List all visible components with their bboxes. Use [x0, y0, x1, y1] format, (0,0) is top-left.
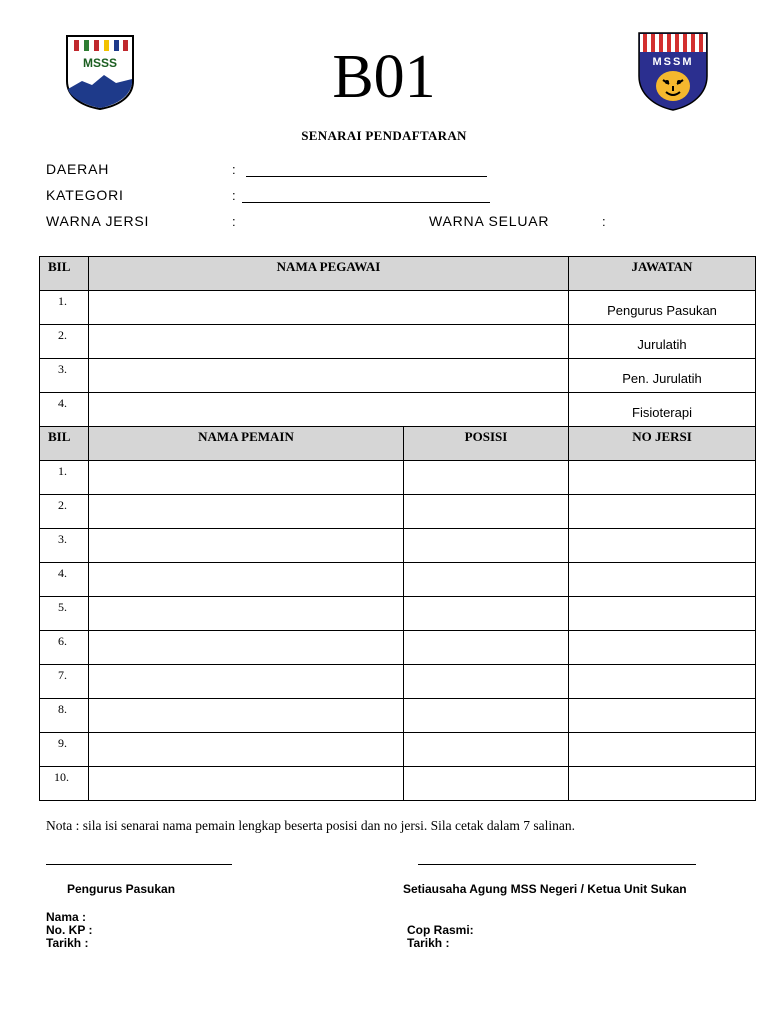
table-row	[40, 495, 756, 529]
left-signatory-fields	[46, 911, 92, 950]
players-header-posisi: POSISI	[404, 427, 569, 461]
kategori-colon: :	[232, 188, 236, 203]
warna-seluar-label: WARNA SELUAR	[429, 213, 550, 229]
player-jersey-cell[interactable]	[569, 529, 756, 563]
table-row	[40, 529, 756, 563]
players-header-nama: NAMA PEMAIN	[89, 427, 404, 461]
officials-table	[39, 256, 756, 427]
no-kp-label: No. KP :	[46, 923, 93, 937]
player-position-cell[interactable]	[404, 733, 569, 767]
warna-seluar-colon: :	[602, 214, 606, 229]
official-name-cell[interactable]	[89, 325, 569, 359]
right-signature-line[interactable]	[418, 864, 696, 865]
daerah-input-line[interactable]	[246, 176, 487, 177]
warna-jersi-label: WARNA JERSI	[46, 213, 150, 229]
kategori-label: KATEGORI	[46, 187, 124, 203]
player-jersey-cell[interactable]	[569, 631, 756, 665]
players-header-bil: BIL	[40, 427, 89, 461]
daerah-label: DAERAH	[46, 161, 110, 177]
official-role-cell: Pengurus Pasukan	[569, 291, 756, 325]
players-table	[39, 426, 756, 801]
table-row	[40, 563, 756, 597]
row-number: 10.	[40, 767, 89, 801]
left-signatory-title: Pengurus Pasukan	[67, 882, 176, 896]
table-row	[40, 631, 756, 665]
row-number: 6.	[40, 631, 89, 665]
left-signature-line[interactable]	[46, 864, 232, 865]
player-position-cell[interactable]	[404, 767, 569, 801]
table-row	[40, 461, 756, 495]
official-role-cell: Fisioterapi	[569, 393, 756, 427]
player-name-cell[interactable]	[89, 767, 404, 801]
official-name-cell[interactable]	[89, 393, 569, 427]
row-number: 8.	[40, 699, 89, 733]
player-name-cell[interactable]	[89, 597, 404, 631]
player-position-cell[interactable]	[404, 563, 569, 597]
officials-header-nama: NAMA PEGAWAI	[89, 257, 569, 291]
row-number: 4.	[40, 393, 89, 427]
player-name-cell[interactable]	[89, 529, 404, 563]
table-row	[40, 665, 756, 699]
player-position-cell[interactable]	[404, 461, 569, 495]
player-jersey-cell[interactable]	[569, 461, 756, 495]
officials-header-jawatan: JAWATAN	[569, 257, 756, 291]
player-name-cell[interactable]	[89, 495, 404, 529]
row-number: 3.	[40, 529, 89, 563]
player-name-cell[interactable]	[89, 733, 404, 767]
official-role-cell: Jurulatih	[569, 325, 756, 359]
player-name-cell[interactable]	[89, 699, 404, 733]
row-number: 5.	[40, 597, 89, 631]
table-row	[40, 597, 756, 631]
row-number: 3.	[40, 359, 89, 393]
player-jersey-cell[interactable]	[569, 699, 756, 733]
player-jersey-cell[interactable]	[569, 733, 756, 767]
tarikh-label: Tarikh :	[46, 936, 89, 950]
table-row	[40, 359, 756, 393]
player-position-cell[interactable]	[404, 699, 569, 733]
player-jersey-cell[interactable]	[569, 597, 756, 631]
officials-header-bil: BIL	[40, 257, 89, 291]
note-text: Nota : sila isi senarai nama pemain lengkap beserta posisi dan no jersi. Sila cetak dalam 7 salinan.	[46, 818, 575, 833]
player-jersey-cell[interactable]	[569, 495, 756, 529]
official-role-cell: Pen. Jurulatih	[569, 359, 756, 393]
svg-text:MSSS: MSSS	[82, 56, 118, 70]
table-row	[40, 325, 756, 359]
right-signatory-title: Setiausaha Agung MSS Negeri / Ketua Unit Sukan	[403, 882, 687, 896]
player-jersey-cell[interactable]	[569, 665, 756, 699]
player-position-cell[interactable]	[404, 631, 569, 665]
table-row	[40, 699, 756, 733]
players-header-no-jersi: NO JERSI	[569, 427, 756, 461]
official-name-cell[interactable]	[89, 291, 569, 325]
cop-rasmi-label: Cop Rasmi:	[407, 923, 474, 937]
right-signatory-fields	[407, 924, 474, 950]
player-jersey-cell[interactable]	[569, 767, 756, 801]
player-position-cell[interactable]	[404, 495, 569, 529]
page-title: SENARAI PENDAFTARAN	[301, 128, 467, 143]
row-number: 1.	[40, 461, 89, 495]
table-row	[40, 291, 756, 325]
table-row	[40, 393, 756, 427]
player-position-cell[interactable]	[404, 597, 569, 631]
table-row	[40, 733, 756, 767]
row-number: 4.	[40, 563, 89, 597]
player-name-cell[interactable]	[89, 461, 404, 495]
player-jersey-cell[interactable]	[569, 563, 756, 597]
tarikh-label: Tarikh :	[407, 936, 450, 950]
row-number: 2.	[40, 325, 89, 359]
row-number: 1.	[40, 291, 89, 325]
player-position-cell[interactable]	[404, 665, 569, 699]
nama-label: Nama :	[46, 910, 87, 924]
row-number: 7.	[40, 665, 89, 699]
row-number: 9.	[40, 733, 89, 767]
table-row	[40, 767, 756, 801]
row-number: 2.	[40, 495, 89, 529]
player-position-cell[interactable]	[404, 529, 569, 563]
player-name-cell[interactable]	[89, 563, 404, 597]
official-name-cell[interactable]	[89, 359, 569, 393]
warna-jersi-colon: :	[232, 214, 236, 229]
daerah-colon: :	[232, 162, 236, 177]
svg-text:MSSM: MSSM	[652, 56, 694, 68]
form-code: B01	[332, 43, 436, 111]
player-name-cell[interactable]	[89, 631, 404, 665]
player-name-cell[interactable]	[89, 665, 404, 699]
kategori-input-line[interactable]	[242, 202, 490, 203]
